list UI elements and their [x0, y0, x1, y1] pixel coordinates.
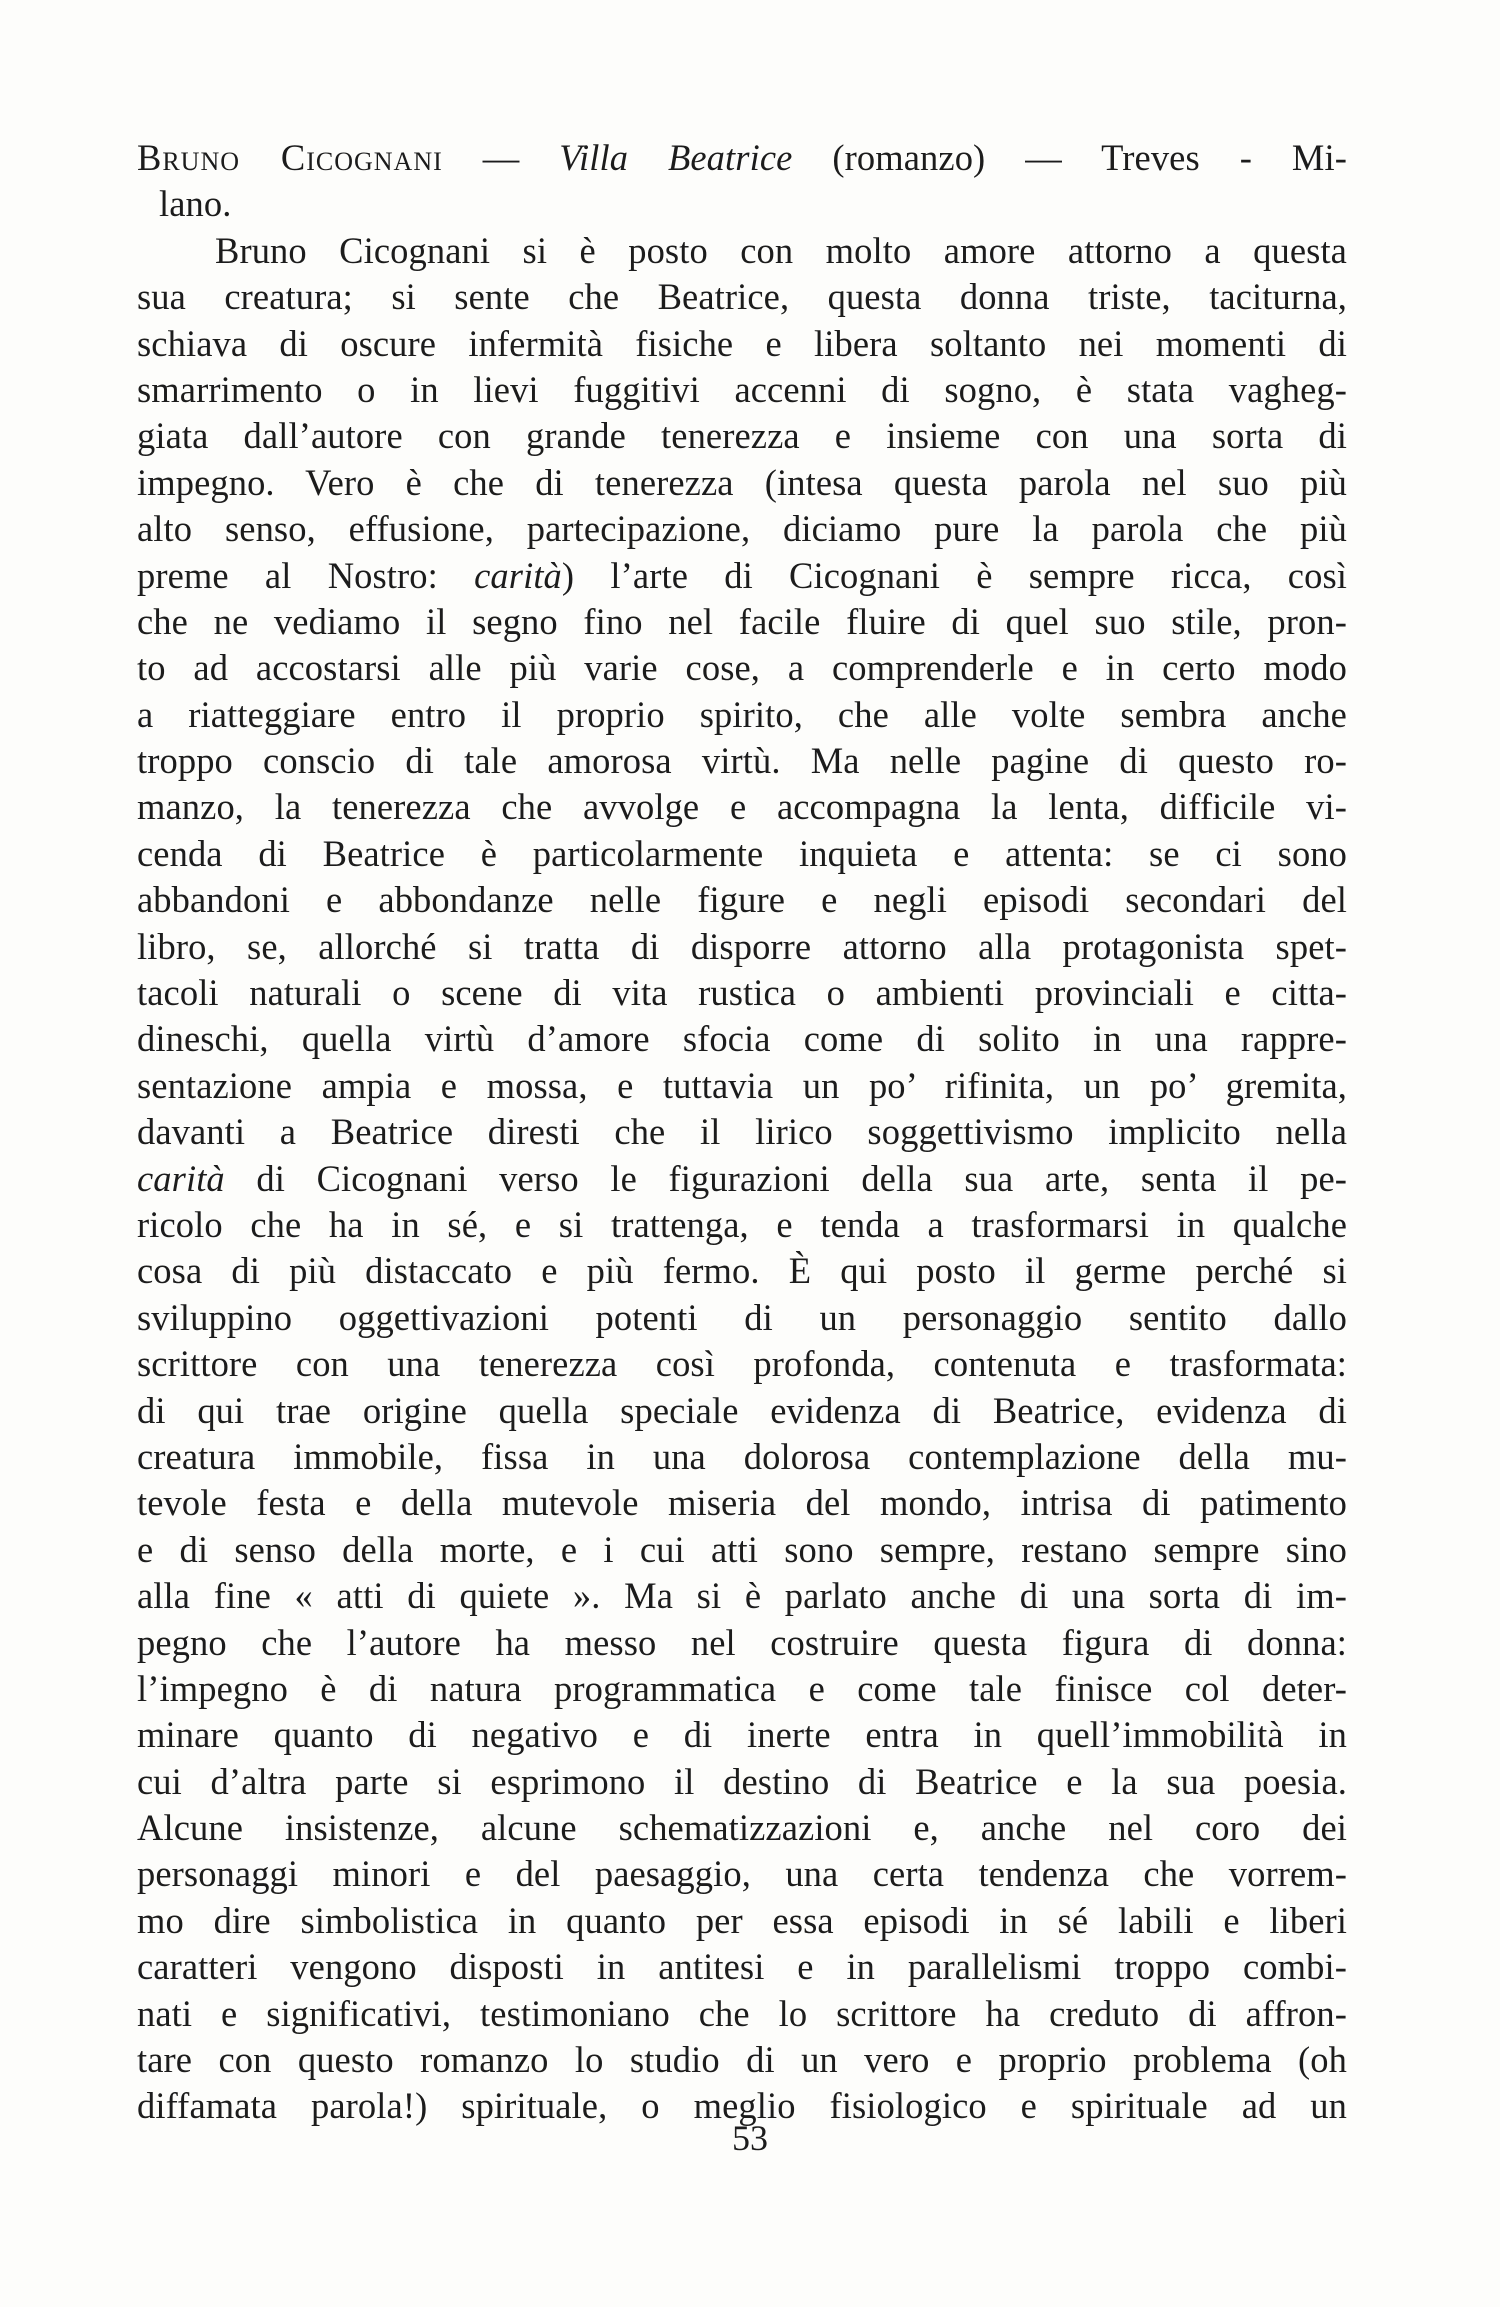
paragraph-line: a riatteggiare entro il proprio spirito, che alle volte sembra anche: [137, 693, 1347, 735]
paragraph-line: alto senso, effusione, partecipazione, diciamo pure la parola che più: [137, 508, 1347, 550]
emphasis-carita: carità: [137, 1157, 225, 1199]
paragraph-line: tacoli naturali o scene di vita rustica o ambienti provinciali e citta-: [137, 972, 1347, 1014]
paragraph-line: [137, 553, 1347, 599]
paragraph-line: tare con questo romanzo lo studio di un vero e proprio problema (oh: [137, 2039, 1347, 2081]
heading-dash-2: —: [1025, 137, 1062, 178]
paragraph-line: cenda di Beatrice è particolarmente inquieta e attenta: se ci sono: [137, 832, 1347, 874]
paragraph-line: davanti a Beatrice diresti che il lirico soggettivismo implicito nella: [137, 1111, 1347, 1153]
paragraph-line: cosa di più distaccato e più fermo. È qui posto il germe perché si: [137, 1250, 1347, 1292]
paragraph-line: libro, se, allorché si tratta di disporre attorno alla protagonista spet-: [137, 925, 1347, 967]
paragraph-line: Alcune insistenze, alcune schematizzazioni e, anche nel coro dei: [137, 1807, 1347, 1849]
book-title: Villa Beatrice: [559, 137, 793, 178]
emphasis-carita: carità: [474, 554, 562, 596]
paragraph-line: creatura immobile, fissa in una dolorosa contemplazione della mu-: [137, 1435, 1347, 1477]
review-heading: [137, 135, 1347, 181]
line-segment: di Cicognani verso le figurazioni della sua arte, senta il pe-: [224, 1157, 1347, 1199]
author-name: Bruno Cicognani: [137, 137, 443, 178]
review-text: [137, 135, 1347, 2130]
line-segment: preme al Nostro:: [137, 554, 475, 596]
paragraph-line: troppo conscio di tale amorosa virtù. Ma nelle pagine di questo ro-: [137, 740, 1347, 782]
paragraph-line: alla fine « atti di quiete ». Ma si è parlato anche di una sorta di im-: [137, 1575, 1347, 1617]
paragraph-line: e di senso della morte, e i cui atti sono sempre, restano sempre sino: [137, 1528, 1347, 1570]
paragraph-line: caratteri vengono disposti in antitesi e in parallelismi troppo combi-: [137, 1946, 1347, 1988]
heading-dash-1: —: [482, 137, 520, 178]
page-number: 53: [732, 2118, 768, 2158]
line-segment: ) l’arte di Cicognani è sempre ricca, così: [561, 554, 1347, 596]
paragraph-line: tevole festa e della mutevole miseria del mondo, intrisa di patimento: [137, 1482, 1347, 1524]
paragraph-line: cui d’altra parte si esprimono il destino di Beatrice e la sua poesia.: [137, 1760, 1347, 1802]
paragraph-line: giata dall’autore con grande tenerezza e insieme con una sorta di: [137, 415, 1347, 457]
paragraph-line: diffamata parola!) spirituale, o meglio fisiologico e spirituale ad un: [137, 2085, 1347, 2127]
paragraph-line: sentazione ampia e mossa, e tuttavia un po’ rifinita, un po’ gremita,: [137, 1064, 1347, 1106]
paragraph-line: dineschi, quella virtù d’amore sfocia come di solito in una rappre-: [137, 1018, 1347, 1060]
paragraph-line: ricolo che ha in sé, e si trattenga, e tenda a trasformarsi in qualche: [137, 1203, 1347, 1245]
paragraph-line: che ne vediamo il segno fino nel facile fluire di quel suo stile, pron-: [137, 600, 1347, 642]
paragraph-line: scrittore con una tenerezza così profonda, contenuta e trasformata:: [137, 1343, 1347, 1385]
paragraph-line: nati e significativi, testimoniano che lo scrittore ha creduto di affron-: [137, 1992, 1347, 2034]
paragraph-line: di qui trae origine quella speciale evidenza di Beatrice, evidenza di: [137, 1389, 1347, 1431]
paragraph-line: schiava di oscure infermità fisiche e libera soltanto nei momenti di: [137, 322, 1347, 364]
paragraph-line: pegno che l’autore ha messo nel costruire questa figura di donna:: [137, 1621, 1347, 1663]
paragraph-line: smarrimento o in lievi fuggitivi accenni di sogno, è stata vagheg-: [137, 368, 1347, 410]
paragraph-line: manzo, la tenerezza che avvolge e accompagna la lenta, difficile vi-: [137, 786, 1347, 828]
paragraph-line: sua creatura; si sente che Beatrice, questa donna triste, taciturna,: [137, 276, 1347, 318]
paragraph-line: mo dire simbolistica in quanto per essa episodi in sé labili e liberi: [137, 1899, 1347, 1941]
paragraph-line: [137, 1156, 1347, 1202]
heading-continuation: lano.: [159, 183, 232, 225]
book-genre: (romanzo): [832, 137, 986, 178]
publisher-name: Treves - Mi-: [1101, 137, 1347, 178]
paragraph-line: abbandoni e abbondanze nelle figure e negli episodi secondari del: [137, 879, 1347, 921]
paragraph-line: personaggi minori e del paesaggio, una certa tendenza che vorrem-: [137, 1853, 1347, 1895]
paragraph-line: impegno. Vero è che di tenerezza (intesa questa parola nel suo più: [137, 461, 1347, 503]
paragraph-line: l’impegno è di natura programmatica e come tale finisce col deter-: [137, 1667, 1347, 1709]
paragraph-line: sviluppino oggettivazioni potenti di un personaggio sentito dallo: [137, 1296, 1347, 1338]
paragraph-line: to ad accostarsi alle più varie cose, a comprenderle e in certo modo: [137, 647, 1347, 689]
paragraph-line: minare quanto di negativo e di inerte entra in quell’immobilità in: [137, 1714, 1347, 1756]
paragraph-line: Bruno Cicognani si è posto con molto amore attorno a questa: [215, 229, 1347, 271]
